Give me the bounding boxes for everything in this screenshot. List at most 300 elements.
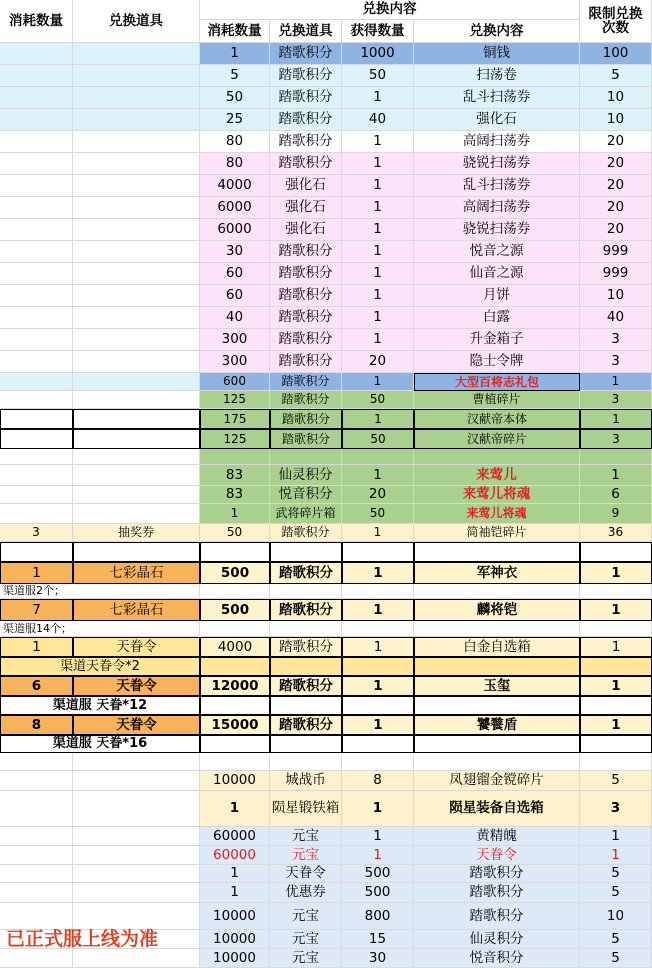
cell-got: 1 — [342, 373, 414, 391]
channel-note: 渠道服2个； — [0, 584, 200, 599]
cell-got: 1 — [342, 175, 414, 197]
cell-qty: 30 — [200, 241, 270, 263]
cell-qty: 4000 — [200, 637, 270, 657]
cell-item — [270, 542, 342, 562]
cell-got: 1 — [342, 87, 414, 109]
cell-qty — [200, 584, 270, 599]
cell-qty: 175 — [200, 409, 270, 429]
cell-content — [414, 696, 580, 715]
cell-left-item — [73, 465, 200, 486]
channel-note: 渠道天眷令*2 — [0, 657, 200, 676]
header-limit-line2: 次数 — [602, 20, 629, 36]
cell-content: 简袖铠碎片 — [414, 524, 580, 542]
cell-left-qty: 1 — [0, 562, 73, 584]
cell-got: 20 — [342, 486, 414, 504]
cell-got: 1000 — [342, 43, 414, 65]
header-qty: 消耗数量 — [200, 20, 270, 43]
cell-limit: 3 — [580, 391, 652, 409]
cell-left-item — [73, 391, 200, 409]
cell-limit: 5 — [580, 65, 652, 87]
cell-limit: 1 — [580, 846, 652, 865]
cell-content: 踏歌积分 — [414, 865, 580, 883]
cell-left-item — [73, 43, 200, 65]
cell-item: 踏歌积分 — [270, 351, 342, 373]
cell-got — [342, 657, 414, 676]
cell-got: 8 — [342, 771, 414, 791]
cell-limit: 3 — [580, 791, 652, 827]
cell-qty: 83 — [200, 465, 270, 486]
cell-qty — [200, 621, 270, 637]
cell-got: 1 — [342, 307, 414, 329]
cell-qty: 80 — [200, 131, 270, 153]
cell-content: 仙音之源 — [414, 263, 580, 285]
cell-got: 1 — [342, 562, 414, 584]
cell-item: 踏歌积分 — [270, 429, 342, 449]
cell-qty: 5 — [200, 65, 270, 87]
cell-content: 大型百将志礼包 — [414, 373, 580, 391]
cell-left-qty — [0, 285, 73, 307]
cell-limit: 3 — [580, 351, 652, 373]
cell-limit: 20 — [580, 197, 652, 219]
header-item: 兑换道具 — [270, 20, 342, 43]
cell-qty: 10000 — [200, 903, 270, 930]
cell-left-item — [73, 263, 200, 285]
cell-limit: 3 — [580, 329, 652, 351]
cell-left-qty — [0, 87, 73, 109]
cell-content: 白露 — [414, 307, 580, 329]
cell-content: 乱斗扫荡券 — [414, 87, 580, 109]
cell-qty: 1 — [200, 504, 270, 524]
cell-limit: 1 — [580, 637, 652, 657]
cell-limit: 1 — [580, 373, 652, 391]
cell-left-item — [73, 449, 200, 465]
cell-content — [414, 584, 580, 599]
cell-content: 饕餮盾 — [414, 715, 580, 735]
cell-left-item — [73, 131, 200, 153]
cell-left-qty — [0, 263, 73, 285]
cell-limit: 999 — [580, 263, 652, 285]
cell-qty — [200, 696, 270, 715]
cell-left-item — [73, 504, 200, 524]
cell-item: 踏歌积分 — [270, 391, 342, 409]
cell-qty — [200, 449, 270, 465]
cell-item: 踏歌积分 — [270, 241, 342, 263]
cell-got: 1 — [342, 219, 414, 241]
cell-limit: 100 — [580, 43, 652, 65]
cell-limit: 10 — [580, 87, 652, 109]
cell-item: 元宝 — [270, 846, 342, 865]
cell-limit: 40 — [580, 307, 652, 329]
cell-left-qty — [0, 865, 73, 883]
cell-got: 1 — [342, 827, 414, 846]
header-limit-line1: 限制兑换 — [588, 5, 643, 22]
cell-left-qty — [0, 43, 73, 65]
cell-content: 悦音积分 — [414, 949, 580, 968]
cell-got — [342, 696, 414, 715]
cell-qty: 6000 — [200, 219, 270, 241]
cell-item: 元宝 — [270, 903, 342, 930]
cell-left-qty: 7 — [0, 599, 73, 621]
cell-content: 陨星装备自选箱 — [414, 791, 580, 827]
cell-content — [414, 542, 580, 562]
cell-item: 踏歌积分 — [270, 43, 342, 65]
cell-left-qty — [0, 391, 73, 409]
cell-limit: 6 — [580, 486, 652, 504]
cell-left-qty: 8 — [0, 715, 73, 735]
header-content: 兑换内容 — [414, 20, 580, 43]
cell-limit: 9 — [580, 504, 652, 524]
cell-left-qty — [0, 219, 73, 241]
cell-left-item: 抽奖券 — [73, 524, 200, 542]
cell-qty: 1 — [200, 883, 270, 903]
cell-item: 陨星锻铁箱 — [270, 791, 342, 827]
cell-got: 50 — [342, 65, 414, 87]
cell-qty: 12000 — [200, 676, 270, 696]
cell-left-item: 七彩晶石 — [73, 562, 200, 584]
cell-left-item — [73, 753, 200, 771]
cell-left-item: 七彩晶石 — [73, 599, 200, 621]
cell-limit — [580, 449, 652, 465]
cell-left-item — [73, 175, 200, 197]
cell-qty — [200, 657, 270, 676]
cell-limit: 5 — [580, 883, 652, 903]
cell-left-qty: 3 — [0, 524, 73, 542]
cell-item: 踏歌积分 — [270, 373, 342, 391]
cell-left-qty — [0, 131, 73, 153]
cell-left-item — [73, 219, 200, 241]
cell-content: 强化石 — [414, 109, 580, 131]
header-group: 兑换内容 — [200, 0, 580, 20]
cell-item: 踏歌积分 — [270, 87, 342, 109]
cell-left-item — [73, 197, 200, 219]
cell-left-qty — [0, 486, 73, 504]
cell-got: 50 — [342, 429, 414, 449]
cell-left-qty — [0, 197, 73, 219]
cell-item: 元宝 — [270, 930, 342, 949]
cell-item: 踏歌积分 — [270, 637, 342, 657]
cell-limit: 1 — [580, 676, 652, 696]
cell-got — [342, 584, 414, 599]
cell-item: 踏歌积分 — [270, 329, 342, 351]
cell-left-item — [73, 771, 200, 791]
cell-left-qty: 1 — [0, 637, 73, 657]
cell-item: 城战币 — [270, 771, 342, 791]
cell-left-qty — [0, 409, 73, 429]
cell-content: 来莺儿 — [414, 465, 580, 486]
cell-got: 800 — [342, 903, 414, 930]
cell-limit — [580, 657, 652, 676]
cell-content — [414, 657, 580, 676]
cell-content: 白金自选箱 — [414, 637, 580, 657]
cell-content: 骁锐扫荡券 — [414, 153, 580, 175]
cell-limit: 10 — [580, 903, 652, 930]
cell-qty: 125 — [200, 391, 270, 409]
cell-left-item — [73, 65, 200, 87]
channel-note: 渠道服14个； — [0, 621, 200, 637]
cell-left-item — [73, 285, 200, 307]
cell-item: 踏歌积分 — [270, 285, 342, 307]
cell-got: 50 — [342, 391, 414, 409]
cell-got: 50 — [342, 504, 414, 524]
cell-got: 30 — [342, 949, 414, 968]
cell-qty: 300 — [200, 351, 270, 373]
cell-got — [342, 449, 414, 465]
cell-qty: 1 — [200, 43, 270, 65]
cell-content: 月饼 — [414, 285, 580, 307]
cell-item: 强化石 — [270, 219, 342, 241]
cell-content: 汉献帝碎片 — [414, 429, 580, 449]
cell-got: 1 — [342, 131, 414, 153]
cell-content: 骁锐扫荡券 — [414, 219, 580, 241]
cell-item — [270, 753, 342, 771]
cell-got: 1 — [342, 465, 414, 486]
cell-got: 1 — [342, 637, 414, 657]
cell-limit — [580, 753, 652, 771]
cell-left-item — [73, 409, 200, 429]
cell-got: 1 — [342, 153, 414, 175]
cell-qty: 60 — [200, 263, 270, 285]
cell-left-item — [73, 373, 200, 391]
cell-item: 踏歌积分 — [270, 109, 342, 131]
cell-got — [342, 542, 414, 562]
cell-item: 悦音积分 — [270, 486, 342, 504]
cell-got — [342, 753, 414, 771]
cell-content: 玉玺 — [414, 676, 580, 696]
cell-content: 乱斗扫荡券 — [414, 175, 580, 197]
cell-limit — [580, 621, 652, 637]
cell-left-item — [73, 351, 200, 373]
cell-content: 麟将铠 — [414, 599, 580, 621]
cell-left-item — [73, 949, 200, 968]
cell-left-qty — [0, 175, 73, 197]
cell-limit — [580, 696, 652, 715]
cell-item: 元宝 — [270, 949, 342, 968]
cell-qty: 10000 — [200, 949, 270, 968]
cell-item: 优惠券 — [270, 883, 342, 903]
cell-limit: 1 — [580, 827, 652, 846]
cell-limit: 20 — [580, 131, 652, 153]
cell-item: 踏歌积分 — [270, 307, 342, 329]
cell-limit: 1 — [580, 715, 652, 735]
cell-content — [414, 449, 580, 465]
cell-item — [270, 657, 342, 676]
cell-content: 悦音之源 — [414, 241, 580, 263]
cell-content: 黄精魄 — [414, 827, 580, 846]
cell-qty: 500 — [200, 599, 270, 621]
cell-content: 踏歌积分 — [414, 883, 580, 903]
cell-left-item — [73, 791, 200, 827]
cell-content: 铜钱 — [414, 43, 580, 65]
cell-item: 强化石 — [270, 175, 342, 197]
cell-qty: 1 — [200, 791, 270, 827]
cell-left-qty — [0, 771, 73, 791]
cell-left-item — [73, 429, 200, 449]
cell-limit: 5 — [580, 930, 652, 949]
cell-left-item — [73, 153, 200, 175]
cell-limit: 5 — [580, 865, 652, 883]
cell-got: 1 — [342, 791, 414, 827]
cell-qty: 600 — [200, 373, 270, 391]
cell-item: 仙灵积分 — [270, 465, 342, 486]
cell-left-item — [73, 883, 200, 903]
cell-left-item: 天眷令 — [73, 676, 200, 696]
cell-limit: 5 — [580, 949, 652, 968]
cell-limit: 1 — [580, 465, 652, 486]
cell-item: 武将碎片箱 — [270, 504, 342, 524]
cell-got: 1 — [342, 197, 414, 219]
cell-got: 1 — [342, 241, 414, 263]
cell-qty: 60000 — [200, 827, 270, 846]
cell-got: 1 — [342, 263, 414, 285]
cell-left-qty — [0, 153, 73, 175]
cell-qty: 6000 — [200, 197, 270, 219]
cell-left-item — [73, 542, 200, 562]
cell-qty: 80 — [200, 153, 270, 175]
cell-item — [270, 735, 342, 753]
cell-qty: 60 — [200, 285, 270, 307]
cell-qty: 125 — [200, 429, 270, 449]
cell-got: 1 — [342, 285, 414, 307]
footnote: 已正式服上线为准 — [6, 928, 159, 950]
cell-content: 凤翅镏金镋碎片 — [414, 771, 580, 791]
cell-left-qty — [0, 465, 73, 486]
cell-qty: 500 — [200, 562, 270, 584]
cell-left-qty — [0, 753, 73, 771]
cell-qty: 10000 — [200, 930, 270, 949]
header-got: 获得数量 — [342, 20, 414, 43]
cell-item: 踏歌积分 — [270, 524, 342, 542]
cell-qty: 50 — [200, 87, 270, 109]
cell-left-qty — [0, 307, 73, 329]
cell-item: 天眷令 — [270, 865, 342, 883]
cell-got: 1 — [342, 715, 414, 735]
cell-limit: 1 — [580, 599, 652, 621]
cell-item: 踏歌积分 — [270, 409, 342, 429]
cell-got: 40 — [342, 109, 414, 131]
cell-item: 踏歌积分 — [270, 562, 342, 584]
cell-limit: 1 — [580, 562, 652, 584]
cell-item: 元宝 — [270, 827, 342, 846]
cell-left-qty — [0, 883, 73, 903]
cell-left-qty — [0, 542, 73, 562]
cell-left-qty — [0, 65, 73, 87]
cell-left-qty — [0, 449, 73, 465]
cell-limit: 1 — [580, 409, 652, 429]
cell-limit: 20 — [580, 219, 652, 241]
cell-limit: 10 — [580, 109, 652, 131]
cell-left-item — [73, 87, 200, 109]
cell-got: 1 — [342, 846, 414, 865]
cell-limit: 999 — [580, 241, 652, 263]
cell-item — [270, 584, 342, 599]
header-left-item: 兑换道具 — [73, 0, 200, 43]
cell-left-item — [73, 486, 200, 504]
cell-got: 500 — [342, 883, 414, 903]
cell-content: 隐士令牌 — [414, 351, 580, 373]
cell-left-item: 天眷令 — [73, 637, 200, 657]
cell-left-item — [73, 109, 200, 131]
cell-got: 20 — [342, 351, 414, 373]
cell-qty: 50 — [200, 524, 270, 542]
cell-qty — [200, 542, 270, 562]
cell-left-qty — [0, 949, 73, 968]
cell-item — [270, 449, 342, 465]
cell-qty: 25 — [200, 109, 270, 131]
cell-qty: 300 — [200, 329, 270, 351]
cell-left-item — [73, 827, 200, 846]
cell-content — [414, 735, 580, 753]
cell-qty: 10000 — [200, 771, 270, 791]
cell-got — [342, 735, 414, 753]
cell-left-qty — [0, 109, 73, 131]
cell-item: 踏歌积分 — [270, 65, 342, 87]
cell-content: 曹植碎片 — [414, 391, 580, 409]
cell-qty — [200, 753, 270, 771]
cell-item: 踏歌积分 — [270, 676, 342, 696]
cell-left-qty — [0, 351, 73, 373]
cell-left-item — [73, 307, 200, 329]
cell-qty: 1 — [200, 865, 270, 883]
cell-limit — [580, 542, 652, 562]
cell-left-item — [73, 846, 200, 865]
cell-got — [342, 621, 414, 637]
cell-qty: 83 — [200, 486, 270, 504]
cell-item: 踏歌积分 — [270, 715, 342, 735]
cell-got: 1 — [342, 599, 414, 621]
cell-qty: 40 — [200, 307, 270, 329]
cell-got: 1 — [342, 676, 414, 696]
cell-content: 来莺儿将魂 — [414, 504, 580, 524]
cell-left-item — [73, 329, 200, 351]
cell-item — [270, 696, 342, 715]
cell-content — [414, 621, 580, 637]
cell-content: 军神衣 — [414, 562, 580, 584]
cell-content: 天眷令 — [414, 846, 580, 865]
cell-left-qty — [0, 791, 73, 827]
cell-content: 来莺儿将魂 — [414, 486, 580, 504]
cell-got: 500 — [342, 865, 414, 883]
cell-got: 15 — [342, 930, 414, 949]
channel-note: 渠道服 天眷*16 — [0, 735, 200, 753]
cell-item: 踏歌积分 — [270, 263, 342, 285]
cell-limit: 20 — [580, 175, 652, 197]
cell-item: 踏歌积分 — [270, 131, 342, 153]
cell-left-item — [73, 865, 200, 883]
cell-left-qty — [0, 241, 73, 263]
cell-content: 高阔扫荡券 — [414, 131, 580, 153]
cell-limit — [580, 584, 652, 599]
header-left-qty: 消耗数量 — [0, 0, 73, 43]
cell-content: 高阔扫荡券 — [414, 197, 580, 219]
cell-limit: 10 — [580, 285, 652, 307]
cell-left-qty — [0, 373, 73, 391]
cell-limit: 20 — [580, 153, 652, 175]
cell-left-qty — [0, 846, 73, 865]
cell-content — [414, 753, 580, 771]
cell-item — [270, 621, 342, 637]
cell-left-item: 天眷令 — [73, 715, 200, 735]
cell-content: 升金箱子 — [414, 329, 580, 351]
cell-item: 踏歌积分 — [270, 599, 342, 621]
cell-content: 汉献帝本体 — [414, 409, 580, 429]
cell-limit — [580, 735, 652, 753]
cell-qty: 4000 — [200, 175, 270, 197]
cell-qty: 60000 — [200, 846, 270, 865]
cell-left-qty — [0, 429, 73, 449]
cell-got: 1 — [342, 524, 414, 542]
cell-got: 1 — [342, 329, 414, 351]
cell-item: 强化石 — [270, 197, 342, 219]
